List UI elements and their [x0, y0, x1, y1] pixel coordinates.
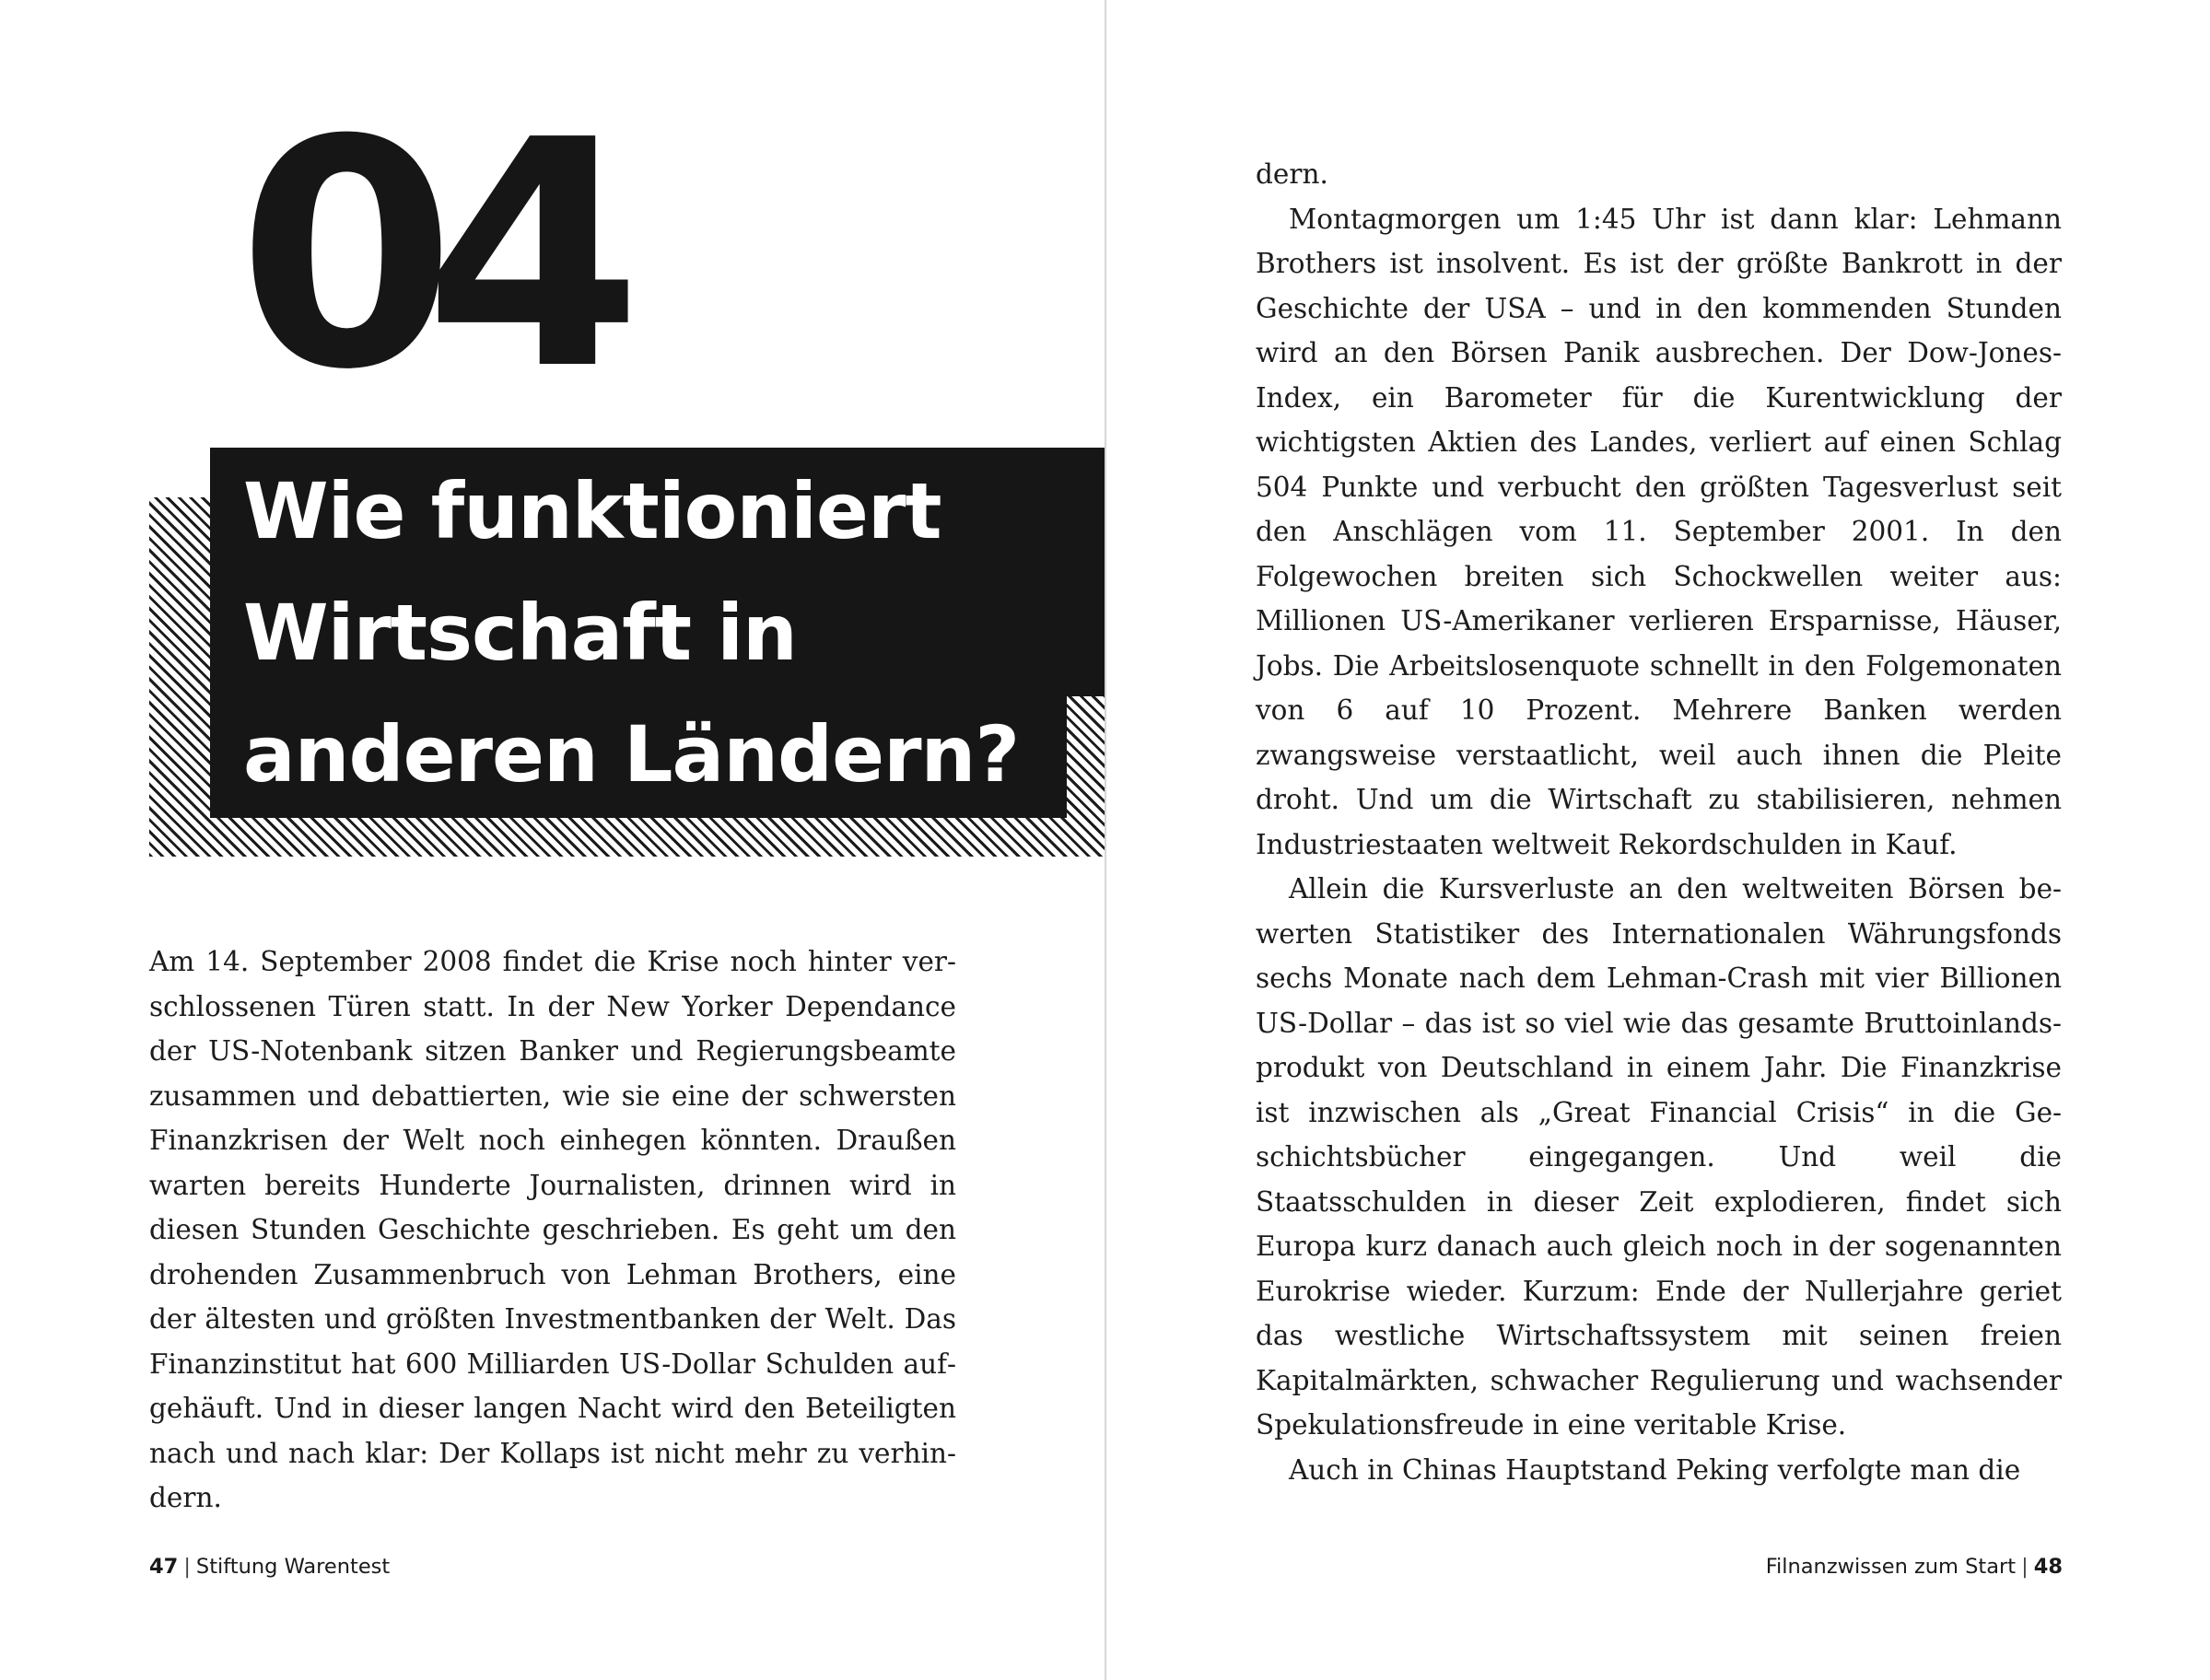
left-footer [149, 1553, 390, 1581]
footer-label: Filnanzwissen zum Start [1765, 1555, 2017, 1579]
footer-separator: | [2021, 1555, 2029, 1579]
paragraph: dern. [1256, 158, 1328, 190]
left-body-text [149, 939, 956, 1521]
chapter-title-line-3: anderen Ländern? [210, 691, 1067, 818]
footer-label: Stiftung Warentest [195, 1555, 391, 1579]
footer-separator: | [183, 1555, 191, 1579]
right-body-text [1256, 152, 2062, 1492]
chapter-title-line-1: Wie funktioniert [210, 448, 1105, 575]
paragraph: Montagmorgen um 1:45 Uhr ist dann klar: Lehmann Brothers ist insolvent. Es ist der größte Bankrott in der Geschichte der USA – und in den kommenden Stunden wird an den Börsen Panik ausbrechen. Der Dow-Jones-Index, ein Barometer für die Kurentwicklung der wichtigsten Aktien des Landes, verliert auf einen Schlag 504 Punkte und verbucht den größten Tagesverlust seit den Anschlägen vom 11. September 2001. In den Folgewochen breiten sich Schockwellen weiter aus: Millionen US-Amerikaner verlieren Ersparnisse, Häuser, Jobs. Die Arbeitslosenquote schnellt in den Folgemonaten von 6 auf 10 Prozent. Mehrere Banken werden zwangsweise verstaatlicht, weil auch ihnen die Pleite droht. Und um die Wirtschaft zu stabilisieren, nehmen Industriestaaten weltweit Rekordschulden in Kauf. [1256, 203, 2062, 860]
paragraph: Am 14. September 2008 findet die Krise noch hinter verschlossenen Türen statt. In der New Yorker Dependance der US-Notenbank sitzen Banker und Regierungsbeamte zusammen und debattierten, wie sie eine der schwersten Finanzkrisen der Welt noch einhegen könnten. Draußen warten bereits Hunderte Journalisten, drinnen wird in diesen Stunden Geschichte geschrieben. Es geht um den drohenden Zusammenbruch von Lehman Brothers, eine der ältesten und größten Investmentbanken der Welt. Das Finanzinstitut hat 600 Milliarden US-Dollar Schulden aufgehäuft. Und in dieser langen Nacht wird den Beteiligten nach und nach klar: Der Kollaps ist nicht mehr zu verhindern. [149, 946, 956, 1513]
chapter-number: 04 [238, 74, 612, 438]
paragraph: Auch in Chinas Hauptstand Peking verfolgte man die [1289, 1453, 2021, 1486]
right-footer [1766, 1553, 2063, 1581]
page-number: 48 [2033, 1555, 2063, 1579]
chapter-title-line-2: Wirtschaft in [210, 569, 1105, 696]
page-number: 47 [149, 1555, 179, 1579]
paragraph: Allein die Kursverluste an den weltweiten Börsen bewerten Statistiker des Internationalen Währungsfonds sechs Monate nach dem Lehman-Crash mit vier Billionen US-Dollar – das ist so viel wie das gesamte Bruttoinlandsprodukt von Deutschland in einem Jahr. Die Finanzkrise ist inzwischen als „Great Financial Crisis“ in die Geschichtsbücher eingegangen. Und weil die Staatsschulden in dieser Zeit explodieren, findet sich Europa kurz danach auch gleich noch in der sogenannten Eurokrise wieder. Kurzum: Ende der Nullerjahre geriet das westliche Wirtschaftssystem mit seinen freien Kapitalmärkten, schwacher Regulierung und wachsender Spekulationsfreude in eine veritable Krise. [1256, 873, 2062, 1441]
